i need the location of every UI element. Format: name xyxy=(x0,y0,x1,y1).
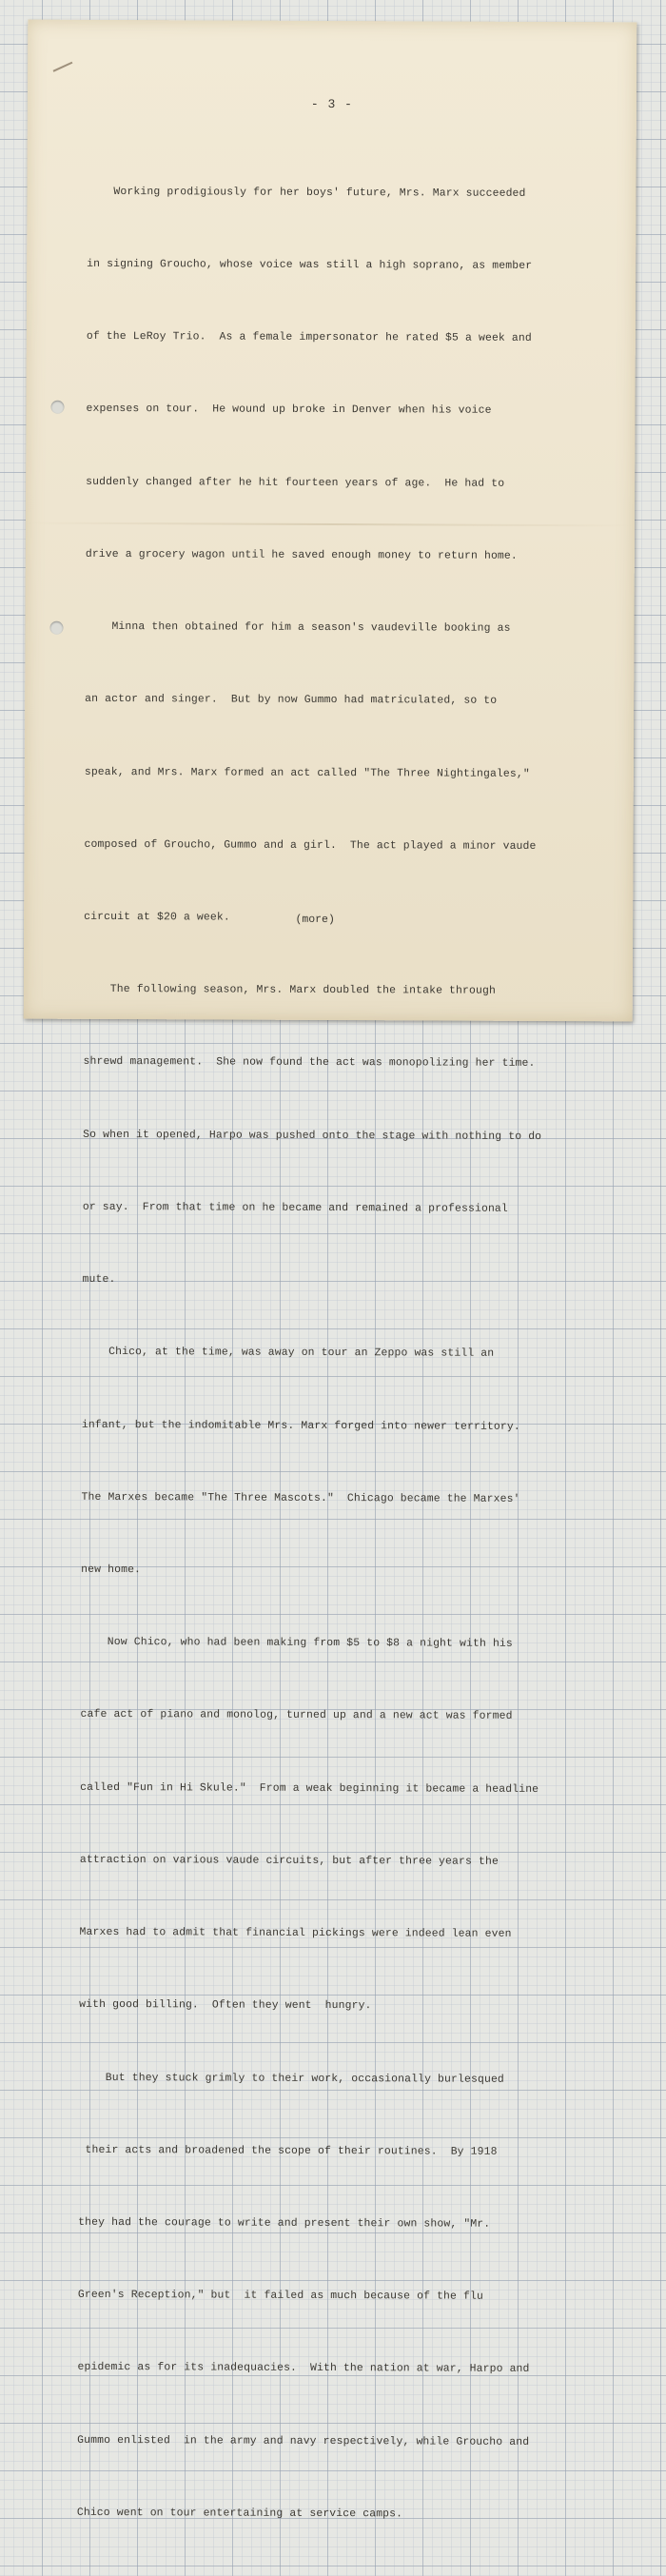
text-line: speak, and Mrs. Marx formed an act called "The Three Nightingales," xyxy=(84,766,530,780)
text-line: So when it opened, Harpo was pushed onto the stage with nothing to do xyxy=(83,1129,542,1143)
text-line: Now Chico, who had been making from $5 to $8 a night with his xyxy=(80,1637,513,1651)
text-line: Chico went on tour entertaining at service camps. xyxy=(76,2507,403,2521)
text-line: new home. xyxy=(81,1563,142,1577)
text-line: The following season, Mrs. Marx doubled the intake through xyxy=(83,984,496,997)
pencil-mark xyxy=(53,62,77,81)
text-line: suddenly changed after he hit fourteen years of age. He had to xyxy=(86,476,505,490)
text-line: composed of Groucho, Gummo and a girl. The act played a minor vaude xyxy=(84,838,537,853)
text-line: of the LeRoy Trio. As a female impersonator he rated $5 a week and xyxy=(86,331,532,345)
punch-hole-lower xyxy=(49,621,63,635)
text-line: with good billing. Often they went hungry. xyxy=(79,1999,372,2013)
typed-page xyxy=(24,20,637,2521)
page-number: - 3 - xyxy=(310,96,353,112)
text-line: But they stuck grimly to their work, occasionally burlesqued xyxy=(78,2072,504,2086)
text-line: expenses on tour. He wound up broke in Denver when his voice xyxy=(86,403,492,418)
text-line: Chico, at the time, was away on tour an Zeppo was still an xyxy=(82,1347,495,1361)
more-indicator: (more) xyxy=(295,913,335,927)
text-line: drive a grocery wagon until he saved enough money to return home. xyxy=(85,548,518,562)
text-line: an actor and singer. But by now Gummo had matriculated, so to xyxy=(85,694,498,708)
text-line: or say. From that time on he became and remained a professional xyxy=(82,1201,508,1215)
text-line: Marxes had to admit that financial pickings were indeed lean even xyxy=(79,1926,512,1940)
text-line: mute. xyxy=(82,1273,116,1287)
text-line: their acts and broadened the scope of their routines. By 1918 xyxy=(78,2144,498,2158)
text-line: Gummo enlisted in the army and navy respectively, while Groucho and xyxy=(77,2434,530,2448)
text-line: epidemic as for its inadequacies. With the nation at war, Harpo and xyxy=(77,2362,530,2376)
text-line: in signing Groucho, whose voice was still a high soprano, as member xyxy=(87,258,533,272)
text-line: circuit at $20 a week. xyxy=(84,911,230,924)
text-line: cafe act of piano and monolog, turned up and a new act was formed xyxy=(80,1709,513,1723)
punch-hole-upper xyxy=(50,401,64,414)
text-line: they had the courage to write and present their own show, "Mr. xyxy=(78,2216,491,2231)
text-line: Green's Reception," but it failed as much because of the flu xyxy=(77,2290,484,2303)
text-line: infant, but the indomitable Mrs. Marx forged into newer territory. xyxy=(81,1419,520,1433)
text-line: The Marxes became "The Three Mascots." Chicago became the Marxes' xyxy=(81,1491,520,1505)
text-line: called "Fun in Hi Skule." From a weak beginning it became a headline xyxy=(80,1781,539,1796)
text-line: shrewd management. She now found the act was monopolizing her time. xyxy=(83,1056,536,1071)
body-text xyxy=(77,132,630,2576)
text-line: Working prodigiously for her boys' future, Mrs. Marx succeeded xyxy=(87,186,526,200)
text-line: Minna then obtained for him a season's vaudeville booking as xyxy=(85,621,511,635)
text-line: attraction on various vaude circuits, but after three years the xyxy=(79,1854,499,1868)
